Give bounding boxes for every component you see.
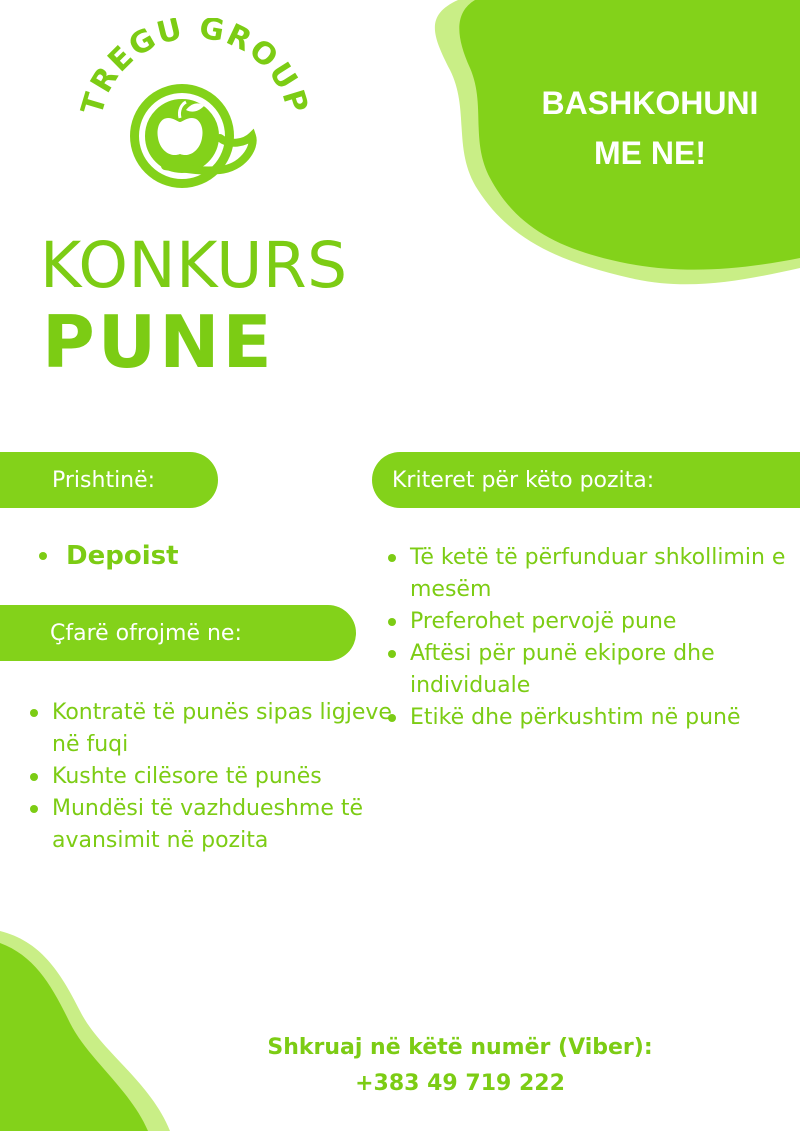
contact-phone[interactable]: +383 49 719 222 [355, 1071, 565, 1096]
list-item: Depoist [66, 538, 179, 574]
join-line-2: ME NE! [594, 135, 706, 171]
positions-list [66, 538, 179, 574]
title-line-2: PUNE [42, 300, 275, 384]
contact-line-1: Shkruaj në këtë numër (Viber): [267, 1035, 653, 1060]
bullet-icon [39, 552, 47, 560]
location-label [0, 452, 218, 508]
bullet-icon [30, 773, 38, 781]
bottom-left-blob [0, 931, 200, 1131]
svg-text:TREGU GROUP: TREGU GROUP [74, 18, 316, 119]
bullet-icon [30, 805, 38, 813]
list-item: Të ketë të përfunduar shkollimin e mesëm [410, 542, 795, 606]
bullet-icon [30, 709, 38, 717]
offer-list [52, 697, 397, 857]
apple-in-hand-icon [70, 18, 320, 198]
contact-info [200, 1030, 720, 1102]
brand-logo [70, 18, 320, 198]
location-label-text: Prishtinë: [52, 467, 156, 493]
list-item: Aftësi për punë ekipore dhe individuale [410, 638, 795, 702]
list-item: Kushte cilësore të punës [52, 761, 397, 793]
list-item: Kontratë të punës sipas ligjeve në fuqi [52, 697, 397, 761]
title-line-1: KONKURS [40, 229, 348, 302]
bullet-icon [388, 554, 396, 562]
offer-label [0, 605, 356, 661]
list-item: Preferohet pervojë pune [410, 606, 795, 638]
criteria-label-text: Kriteret për këto pozita: [392, 467, 655, 493]
bullet-icon [388, 650, 396, 658]
list-item: Mundësi të vazhdueshme të avansimit në pozita [52, 793, 397, 857]
offer-label-text: Çfarë ofrojmë ne: [50, 620, 242, 646]
list-item: Etikë dhe përkushtim në punë [410, 702, 795, 734]
criteria-label [372, 452, 800, 508]
join-line-1: BASHKOHUNI [541, 85, 759, 121]
bullet-icon [388, 618, 396, 626]
join-us-heading [500, 78, 800, 178]
criteria-list [410, 542, 795, 734]
